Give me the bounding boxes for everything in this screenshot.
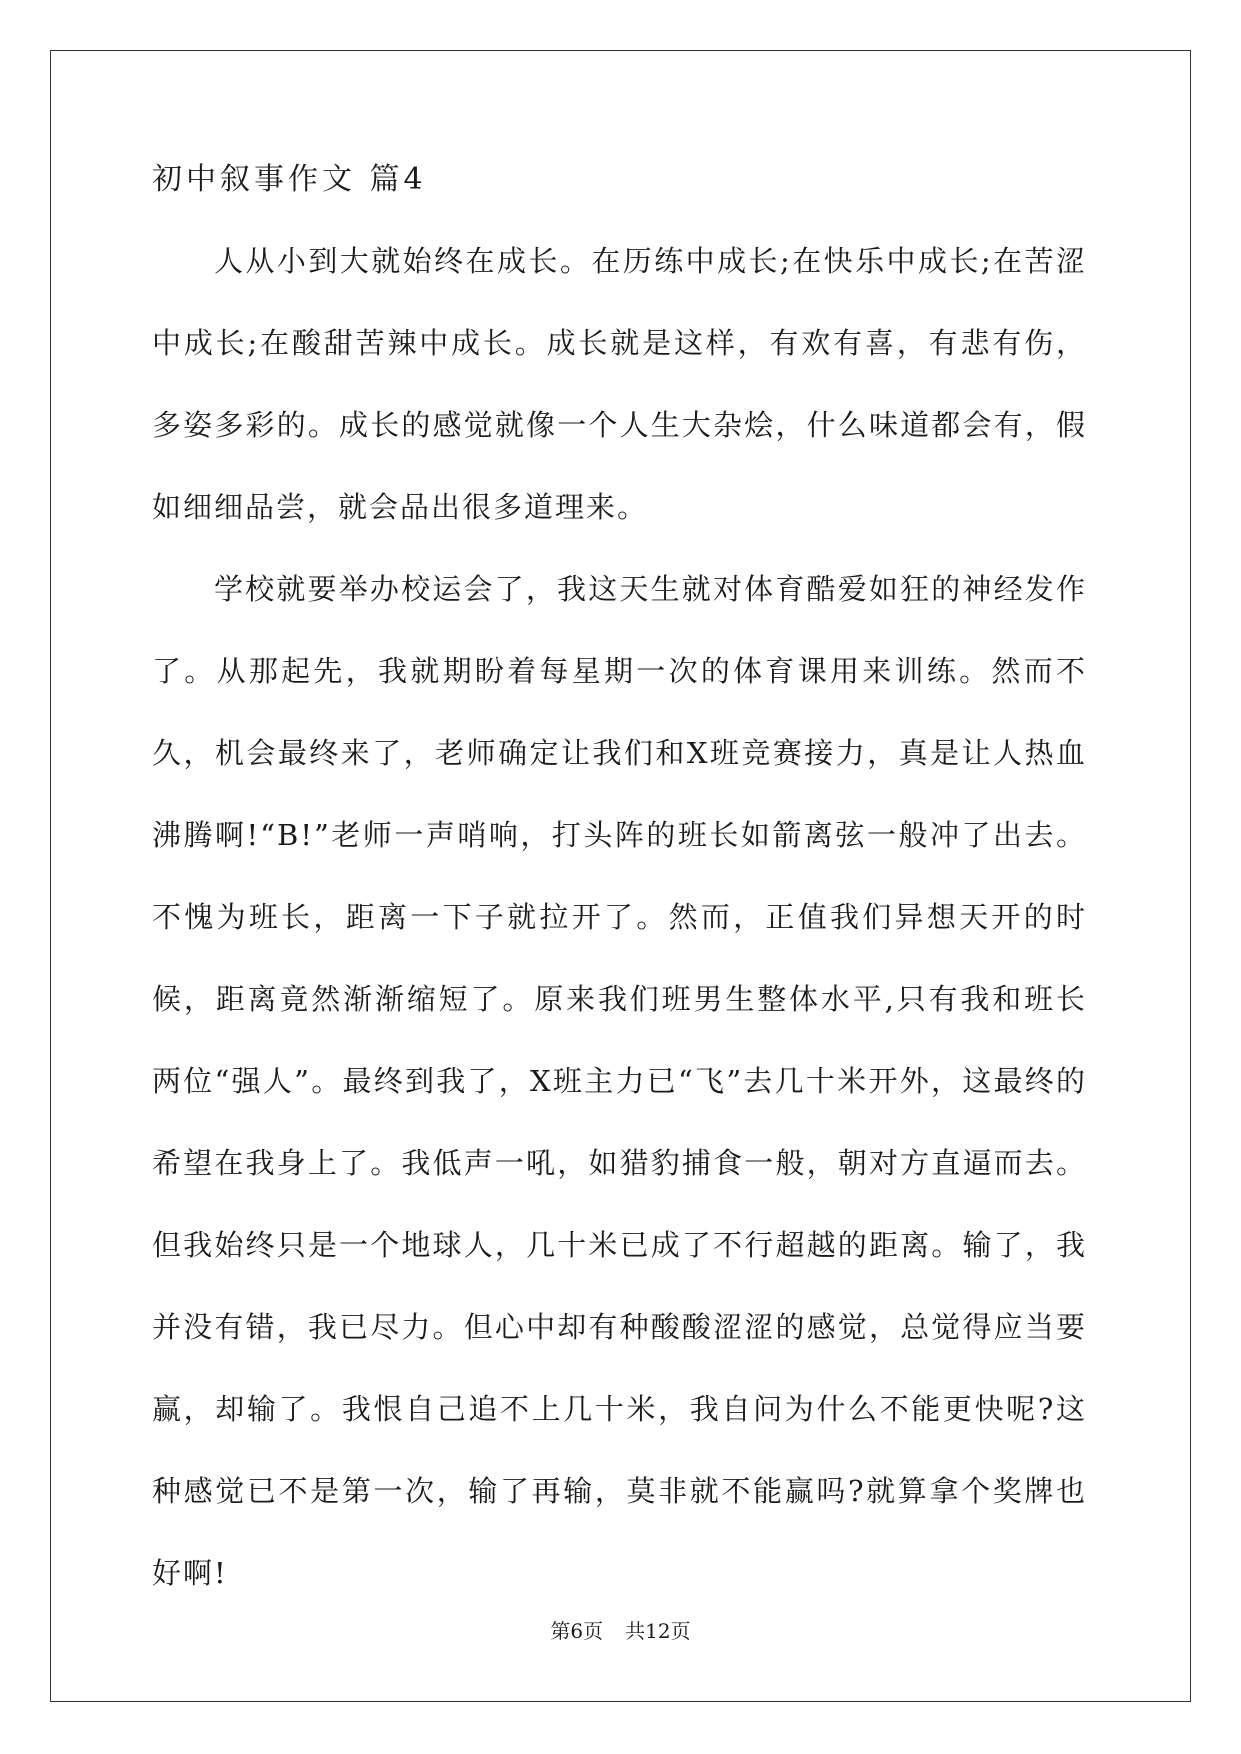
page-footer (0, 1618, 1241, 1644)
document-title: 初中叙事作文 篇4 (152, 162, 427, 197)
paragraph-1: 人从小到大就始终在成长。在历练中成长;在快乐中成长;在苦涩中成长;在酸甜苦辣中成长。成长就是这样，有欢有喜，有悲有伤，多姿多彩的。成长的感觉就像一个人生大杂烩，什么味道都会有，假如细细品尝，就会品出很多道理来。 (152, 244, 1087, 524)
document-body (152, 160, 1087, 1614)
page-number-current: 第6页 (550, 1619, 604, 1643)
page-number-total: 共12页 (625, 1619, 691, 1643)
paragraph-2: 学校就要举办校运会了，我这天生就对体育酷爱如狂的神经发作了。从那起先，我就期盼着每星期一次的体育课用来训练。然而不久，机会最终来了，老师确定让我们和X班竞赛接力，真是让人热血沸腾啊!“B!”老师一声哨响，打头阵的班长如箭离弦一般冲了出去。不愧为班长，距离一下子就拉开了。然而，正值我们异想天开的时候，距离竟然渐渐缩短了。原来我们班男生整体水平,只有我和班长两位“强人”。最终到我了，X班主力已“飞”去几十米开外，这最终的希望在我身上了。我低声一吼，如猎豹捕食一般，朝对方直逼而去。但我始终只是一个地球人，几十米已成了不行超越的距离。输了，我并没有错，我已尽力。但心中却有种酸酸涩涩的感觉，总觉得应当要赢，却输了。我恨自己追不上几十米，我自问为什么不能更快呢?这种感觉已不是第一次，输了再输，莫非就不能赢吗?就算拿个奖牌也好啊! (152, 572, 1087, 1590)
